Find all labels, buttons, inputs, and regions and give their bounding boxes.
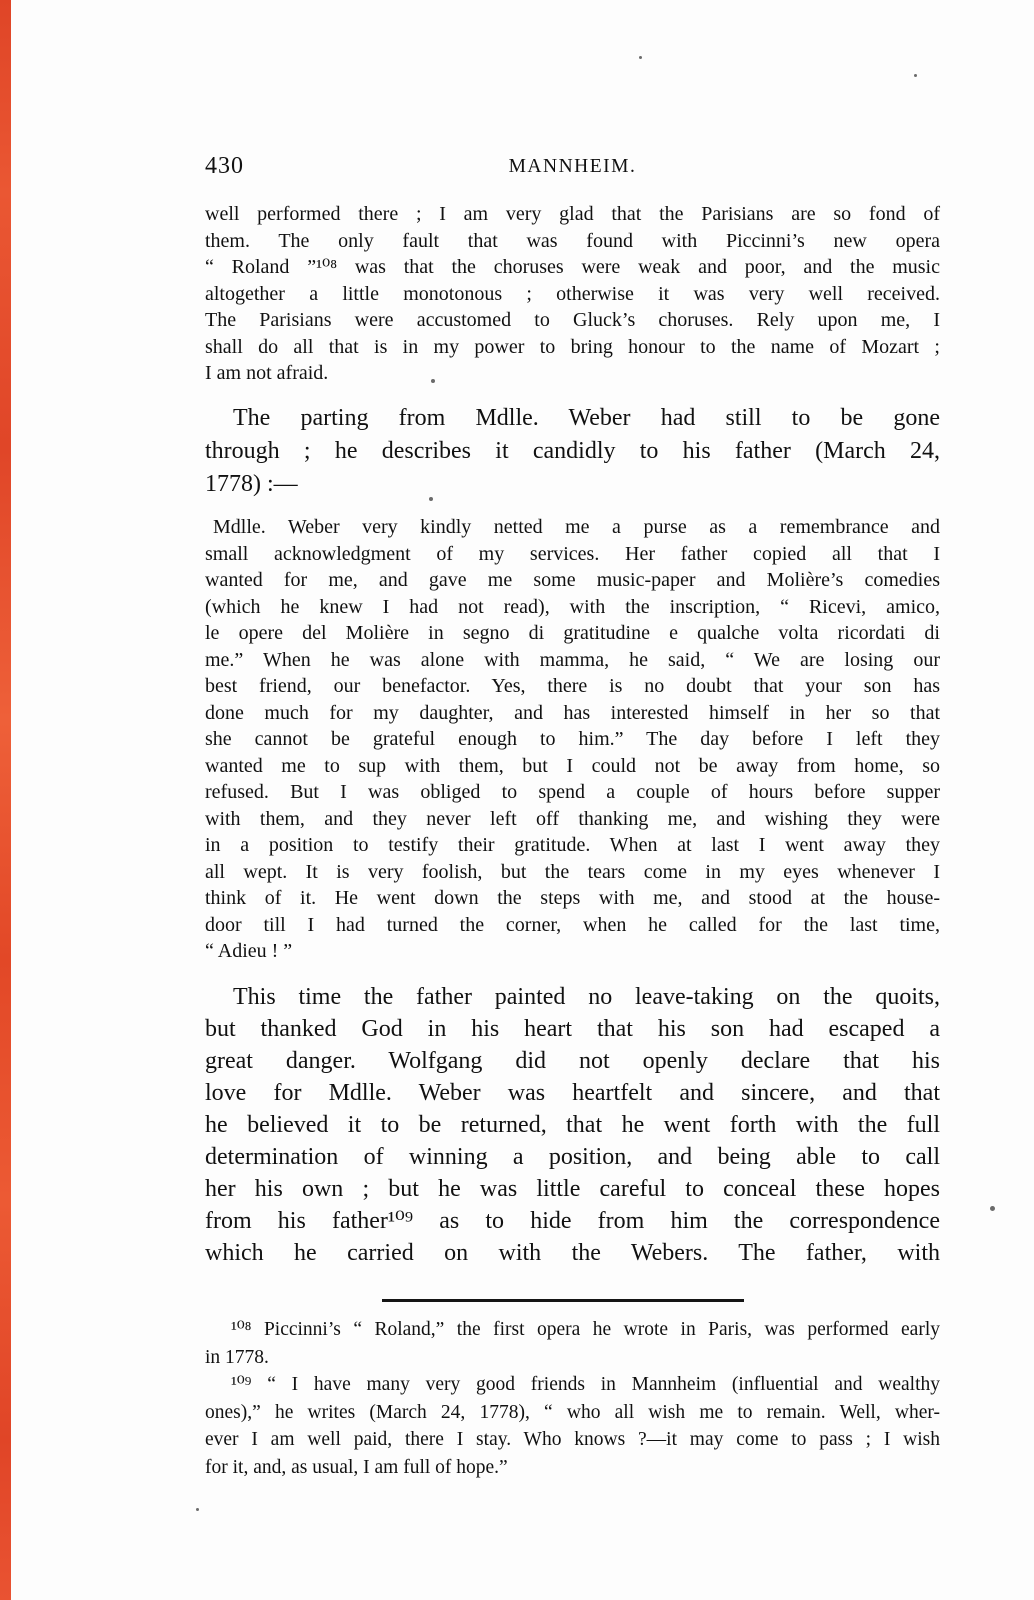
text-line: ¹⁰⁸ Piccinni’s “ Roland,” the first opera he wrote in Paris, was performed early xyxy=(231,1319,940,1340)
page-number: 430 xyxy=(205,153,244,179)
text-line: Mdlle. Weber very kindly netted me a purse as a remembrance and xyxy=(213,516,940,538)
text-line: door till I had turned the corner, when he called for the last time, xyxy=(205,913,940,936)
scan-speck xyxy=(990,1206,995,1211)
footnote-108 xyxy=(205,1316,940,1371)
text-line: she cannot be grateful enough to him.” The day before I left they xyxy=(205,728,940,750)
text-line: them. The only fault that was found with Piccinni’s new opera xyxy=(205,229,940,252)
text-line: ¹⁰⁹ “ I have many very good friends in Mannheim (influential and wealthy xyxy=(231,1374,940,1395)
text-line: her his own ; but he was little careful to conceal these hopes xyxy=(205,1176,940,1202)
scan-spine-edge xyxy=(0,0,11,1600)
text-line: well performed there ; I am very glad that the Parisians are so fond of xyxy=(205,203,940,225)
text-line: shall do all that is in my power to bring honour to the name of Mozart ; xyxy=(205,335,940,358)
text-line: in 1778. xyxy=(205,1346,269,1368)
text-line: The Parisians were accustomed to Gluck’s choruses. Rely upon me, I xyxy=(205,309,940,331)
text-line: all wept. It is very foolish, but the tears come in my eyes whenever I xyxy=(205,860,940,883)
scan-speck xyxy=(431,379,435,383)
text-line: wanted me to sup with them, but I could not be away from home, so xyxy=(205,754,940,777)
text-line: but thanked God in his heart that his son had escaped a xyxy=(205,1016,940,1042)
text-line: altogether a little monotonous ; otherwise it was very well received. xyxy=(205,282,940,305)
text-line: 1778) :— xyxy=(205,471,298,497)
text-line: I am not afraid. xyxy=(205,362,329,384)
text-line: through ; he describes it candidly to his father (March 24, xyxy=(205,438,940,464)
text-line: “ Adieu ! ” xyxy=(205,940,293,962)
narrative-paragraph-1 xyxy=(205,402,940,501)
text-line: (which he knew I had not read), with the inscription, “ Ricevi, amico, xyxy=(205,595,940,618)
text-line: ever I am well paid, there I stay. Who knows ?—it may come to pass ; I wish xyxy=(205,1429,940,1450)
text-line: which he carried on with the Webers. The father, with xyxy=(205,1240,940,1266)
footnote-rule xyxy=(382,1299,744,1302)
text-line: The parting from Mdlle. Weber had still to be gone xyxy=(233,405,940,431)
text-line: determination of winning a position, and being able to call xyxy=(205,1144,940,1170)
text-line: me.” When he was alone with mamma, he said, “ We are losing our xyxy=(205,648,940,671)
text-line: for it, and, as usual, I am full of hope.” xyxy=(205,1456,508,1478)
scan-speck xyxy=(429,497,433,501)
scan-speck xyxy=(639,56,642,59)
narrative-paragraph-2 xyxy=(205,981,940,1269)
text-line: “ Roland ”¹⁰⁸ was that the choruses were weak and poor, and the music xyxy=(205,256,940,278)
text-line: le opere del Molière in segno di gratitudine e qualche volta ricordati di xyxy=(205,622,940,644)
text-line: he believed it to be returned, that he went forth with the full xyxy=(205,1112,940,1138)
scan-speck xyxy=(914,74,917,77)
text-line: small acknowledgment of my services. Her father copied all that I xyxy=(205,542,940,565)
text-line: great danger. Wolfgang did not openly declare that his xyxy=(205,1048,940,1074)
letter-excerpt-2 xyxy=(205,514,940,965)
footnote-109 xyxy=(205,1371,940,1481)
text-line: in a position to testify their gratitude. When at last I went away they xyxy=(205,834,940,856)
text-line: with them, and they never left off thanking me, and wishing they were xyxy=(205,807,940,830)
text-line: wanted for me, and gave me some music-paper and Molière’s comedies xyxy=(205,569,940,591)
scan-speck xyxy=(196,1508,199,1511)
text-line: love for Mdlle. Weber was heartfelt and sincere, and that xyxy=(205,1080,940,1106)
text-line: from his father¹⁰⁹ as to hide from him the correspondence xyxy=(205,1208,940,1234)
text-line: ones),” he writes (March 24, 1778), “ who all wish me to remain. Well, wher- xyxy=(205,1401,940,1423)
text-line: refused. But I was obliged to spend a couple of hours before supper xyxy=(205,781,940,803)
text-line: done much for my daughter, and has interested himself in her so that xyxy=(205,701,940,724)
letter-excerpt-1 xyxy=(205,201,940,387)
page-header xyxy=(205,153,940,183)
running-head: MANNHEIM. xyxy=(508,156,637,177)
text-line: think of it. He went down the steps with me, and stood at the house- xyxy=(205,887,940,909)
text-line: This time the father painted no leave-taking on the quoits, xyxy=(233,984,940,1010)
text-line: best friend, our benefactor. Yes, there is no doubt that your son has xyxy=(205,675,940,697)
